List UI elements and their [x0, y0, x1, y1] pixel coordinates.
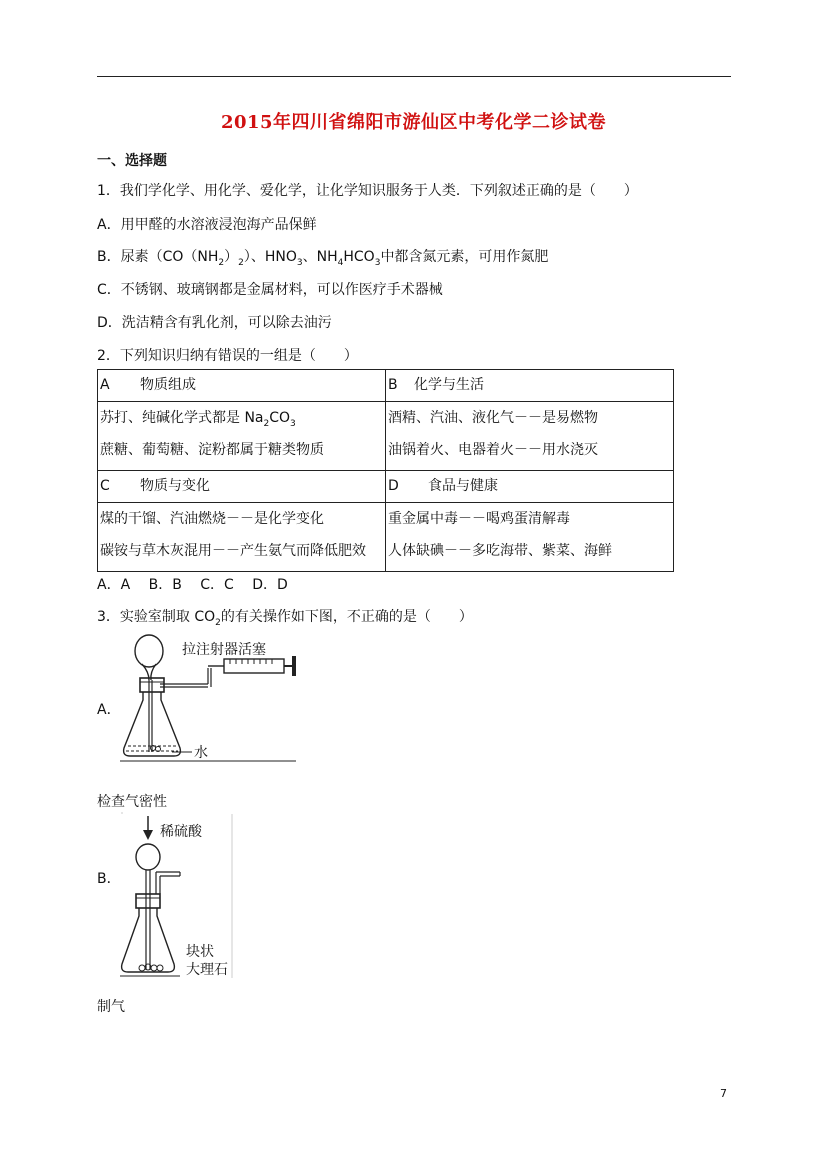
- knowledge-table: [97, 369, 674, 572]
- figure-a-syringe-label: 拉注射器活塞: [182, 642, 266, 658]
- q1-option-c: C．不锈钢、玻璃钢都是金属材料，可以作医疗手术器械: [97, 282, 443, 298]
- q1-option-b: B．尿素$(CO(NH_2)_2)$、$HNO_3$、$NH_4HCO_3$中都含氮元素，可用作氮肥: [97, 249, 549, 268]
- q3-option-b-caption: 制气: [97, 999, 125, 1015]
- header-rule: [97, 76, 731, 77]
- figure-b-solid-label-1: 块状: [186, 944, 214, 960]
- table-cell-b-line1: 酒精、汽油、液化气－－是易燃物: [388, 410, 598, 426]
- table-cell-a-line2: 蔗糖、葡萄糖、淀粉都属于糖类物质: [100, 442, 324, 458]
- table-cell-b-line2: 油锅着火、电器着火－－用水浇灭: [388, 442, 598, 458]
- section-heading: 一、选择题: [97, 153, 167, 169]
- q2-stem: 2．下列知识归纳有错误的一组是（ ）: [97, 348, 358, 364]
- table-cell-d-line2: 人体缺碘－－多吃海带、紫菜、海鲜: [388, 543, 612, 559]
- exam-title: 2015年四川省绵阳市游仙区中考化学二诊试卷: [220, 112, 607, 133]
- q1-option-a: A．用甲醛的水溶液浸泡海产品保鲜: [97, 217, 317, 233]
- figure-b-gas-generation: [120, 812, 238, 980]
- figure-a-airtightness-check: [120, 628, 300, 764]
- figure-b-acid-label: 稀硫酸: [160, 824, 202, 840]
- q3-option-a-caption: 检查气密性: [97, 794, 167, 810]
- q3-stem: 3．实验室制取 $CO_2$的有关操作如下图，不正确的是（ ）: [97, 609, 473, 628]
- table-cell-a-line1: 苏打、纯碱化学式都是 $Na_2CO_3$: [100, 410, 296, 429]
- table-cell-c: [98, 503, 386, 572]
- q1-stem: 1．我们学化学、用化学、爱化学，让化学知识服务于人类．下列叙述正确的是（ ）: [97, 183, 638, 199]
- q2-options: A．A B．B C．C D．D: [97, 577, 288, 593]
- q1-option-d: D．洗洁精含有乳化剂，可以除去油污: [97, 315, 332, 331]
- figure-b-solid-label-2: 大理石: [186, 962, 228, 978]
- figure-a-water-label: 水: [194, 745, 208, 761]
- page-number: 7: [720, 1087, 727, 1100]
- table-head-b: B 化学与生活: [386, 370, 674, 402]
- table-cell-c-line1: 煤的干馏、汽油燃烧－－是化学变化: [100, 511, 324, 527]
- table-head-c: C 物质与变化: [98, 471, 386, 503]
- q3-option-a-label: A．: [97, 702, 121, 718]
- table-cell-c-line2: 碳铵与草木灰混用－－产生氨气而降低肥效: [100, 543, 366, 559]
- q3-option-b-label: B．: [97, 871, 121, 887]
- table-cell-d: [386, 503, 674, 572]
- table-cell-a: [98, 402, 386, 471]
- table-head-d: D 食品与健康: [386, 471, 674, 503]
- table-cell-d-line1: 重金属中毒－－喝鸡蛋清解毒: [388, 511, 570, 527]
- table-cell-b: [386, 402, 674, 471]
- table-head-a: A 物质组成: [98, 370, 386, 402]
